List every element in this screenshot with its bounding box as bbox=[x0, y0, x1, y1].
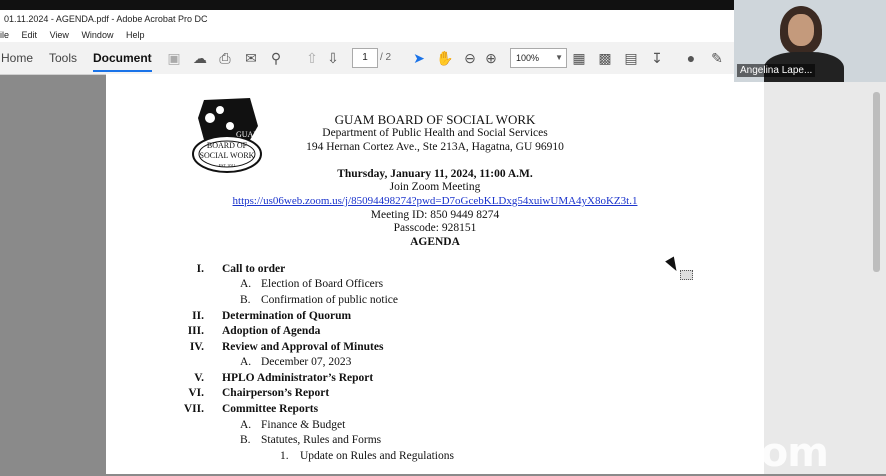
select-cursor-icon[interactable]: ➤ bbox=[413, 50, 425, 66]
page-number-input[interactable]: 1 bbox=[352, 48, 378, 68]
print-icon[interactable]: ⎙ bbox=[219, 50, 231, 66]
page-up-icon[interactable]: ⇧ bbox=[306, 50, 318, 66]
tab-tools[interactable]: Tools bbox=[49, 51, 78, 65]
page-down-icon[interactable]: ⇩ bbox=[327, 50, 339, 66]
menu-file[interactable]: ile bbox=[0, 30, 10, 40]
meeting-date: Thursday, January 11, 2024, 11:00 A.M. bbox=[337, 168, 533, 180]
meeting-id: Meeting ID: 850 9449 8274 bbox=[370, 209, 500, 221]
menu-window[interactable]: Window bbox=[81, 30, 114, 40]
scrollbar[interactable] bbox=[873, 92, 880, 272]
seal-text-guam: GUAM bbox=[236, 130, 261, 139]
hand-tool-icon[interactable]: ✋ bbox=[436, 50, 454, 66]
zoom-meeting-link[interactable]: https://us06web.zoom.us/j/85094498274?pwd=D7oGcebKLDxg54xuiwUMA4yX8oKZ3t.1 bbox=[232, 195, 638, 207]
scan-icon[interactable]: ↧ bbox=[651, 50, 663, 66]
participant-name: Angelina Lape... bbox=[737, 64, 815, 77]
highlight-pen-icon[interactable]: ✎ bbox=[711, 50, 723, 66]
agenda-heading: AGENDA bbox=[410, 236, 460, 248]
tab-home[interactable]: Home bbox=[1, 51, 34, 65]
menu-view[interactable]: View bbox=[49, 30, 69, 40]
address: 194 Hernan Cortez Ave., Ste 213A, Hagatna, GU 96910 bbox=[306, 141, 564, 153]
join-zoom-label: Join Zoom Meeting bbox=[389, 181, 481, 193]
save-icon[interactable]: ▣ bbox=[167, 50, 181, 66]
menu-help[interactable]: Help bbox=[125, 30, 145, 40]
search-icon[interactable]: ⚲ bbox=[270, 50, 282, 66]
zoom-in-icon[interactable]: ⊕ bbox=[485, 50, 497, 66]
zoom-out-icon[interactable]: ⊖ bbox=[464, 50, 476, 66]
pdf-page: GUAM BOARD OF SOCIAL WORK EST. 2011 GUAM BOARD OF SOCIAL WORK Department of Public Health and Social Services 194 Hernan Cortez Ave., Ste 213A, Hagatna, GU 96910 Thursday, January 11, 2024, 11:00 A.M. Join Zoom Meeting https://us06web.zoom.us/j/85094498274?pwd=D7oGcebKLDxg54xuiwUMA4yX8oKZ3t.1 Meeting ID: 850 9449 8274 Passcode: 928151 AGENDA I. Call to order A. Election of Board Officers B. Confirmation of public notice II. Determination of Quorum III. Adoption of Agenda IV. Review and Approval of Minutes A. December 07, 2023 V. HPLO Administrator’s Report VI. Chairperson’s Report VII. Committee Reports A. Finance & Budget B. Statutes, Rules and Forms 1. Update on Rules and Regulations bbox=[106, 74, 764, 474]
right-panel bbox=[764, 74, 886, 474]
seal-text-social-work: SOCIAL WORK bbox=[199, 151, 255, 160]
tab-document[interactable]: Document bbox=[93, 51, 152, 72]
seal-text-board: BOARD OF bbox=[206, 141, 248, 150]
comment-icon[interactable]: ● bbox=[686, 50, 696, 66]
email-icon[interactable]: ✉ bbox=[245, 50, 257, 66]
organize-pages-icon[interactable]: ▩ bbox=[598, 50, 612, 66]
page-total: / 2 bbox=[380, 52, 392, 63]
zoom-watermark-logo: zoom bbox=[712, 430, 828, 476]
zoom-level-select[interactable] bbox=[510, 48, 567, 68]
participant-face bbox=[788, 14, 814, 46]
department-name: Department of Public Health and Social Services bbox=[322, 127, 548, 139]
chevron-down-icon: ▼ bbox=[555, 53, 563, 62]
passcode: Passcode: 928151 bbox=[393, 222, 477, 234]
fill-sign-icon[interactable]: ▤ bbox=[624, 50, 638, 66]
cloud-upload-icon[interactable]: ☁ bbox=[193, 50, 207, 66]
seal-text-est: EST. 2011 bbox=[218, 163, 236, 168]
cursor-drag-box-icon bbox=[680, 270, 693, 280]
video-tile[interactable] bbox=[734, 0, 886, 82]
crop-icon[interactable]: ▦ bbox=[572, 50, 586, 66]
zoom-level-value: 100% bbox=[516, 53, 540, 63]
window-title: 01.11.2024 - AGENDA.pdf - Adobe Acrobat Pro DC bbox=[4, 14, 208, 24]
org-name: GUAM BOARD OF SOCIAL WORK bbox=[334, 112, 536, 127]
menu-edit[interactable]: Edit bbox=[21, 30, 38, 40]
